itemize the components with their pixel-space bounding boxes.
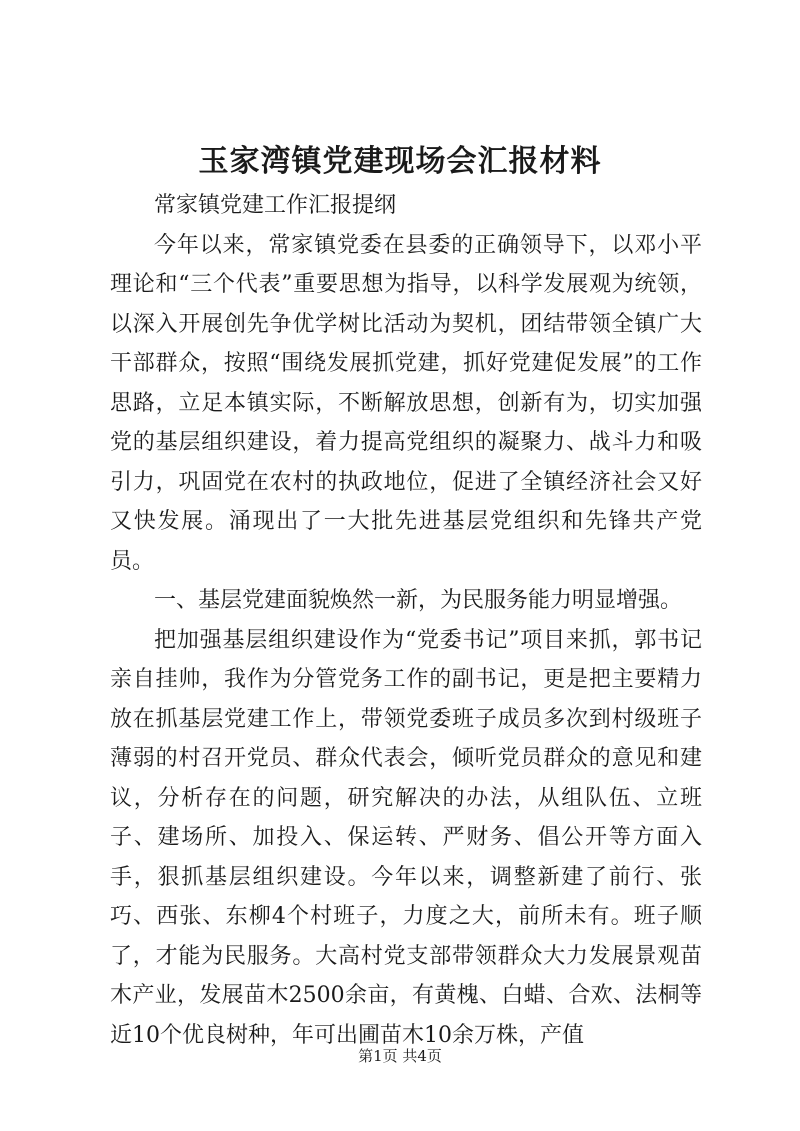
- document-title: 玉家湾镇党建现场会汇报材料: [198, 144, 602, 179]
- page-footer: 第1页 共4页: [358, 1047, 442, 1065]
- body-paragraph: 把加强基层组织建设作为“党委书记”项目来抓，郭书记亲自挂帅，我作为分管党务工作的副书记，更是把主要精力放在抓基层党建工作上，带领党委班子成员多次到村级班子薄弱的村召开党员、群众代表会，倾听党员群众的意见和建议，分析存在的问题，研究解决的办法，从组队伍、立班子、建场所、加投入、保运转、严财务、倡公开等方面入手，狠抓基层组织建设。今年以来，调整新建了前行、张巧、西张、东柳4个村班子，力度之大，前所未有。班子顺了，才能为民服务。大高村党支部带领群众大力发展景观苗木产业，发展苗木2500余亩，有黄槐、白蜡、合欢、法桐等近10个优良树种，年可出圃苗木10余万株，产值: [110, 627, 702, 1048]
- intro-paragraph: 今年以来，常家镇党委在县委的正确领导下，以邓小平理论和“三个代表”重要思想为指导，以科学发展观为统领，以深入开展创先争优学树比活动为契机，团结带领全镇广大干部群众，按照“围绕发展抓党建，抓好党建促发展”的工作思路，立足本镇实际，不断解放思想，创新有为，切实加强党的基层组织建设，着力提高党组织的凝聚力、战斗力和吸引力，巩固党在农村的执政地位，促进了全镇经济社会又好又快发展。涌现出了一大批先进基层党组织和先锋共产党员。: [110, 232, 702, 574]
- document-body: [110, 186, 702, 1055]
- section-heading: 一、基层党建面貌焕然一新，为民服务能力明显增强。: [154, 588, 683, 613]
- subtitle-paragraph: 常家镇党建工作汇报提纲: [154, 193, 397, 218]
